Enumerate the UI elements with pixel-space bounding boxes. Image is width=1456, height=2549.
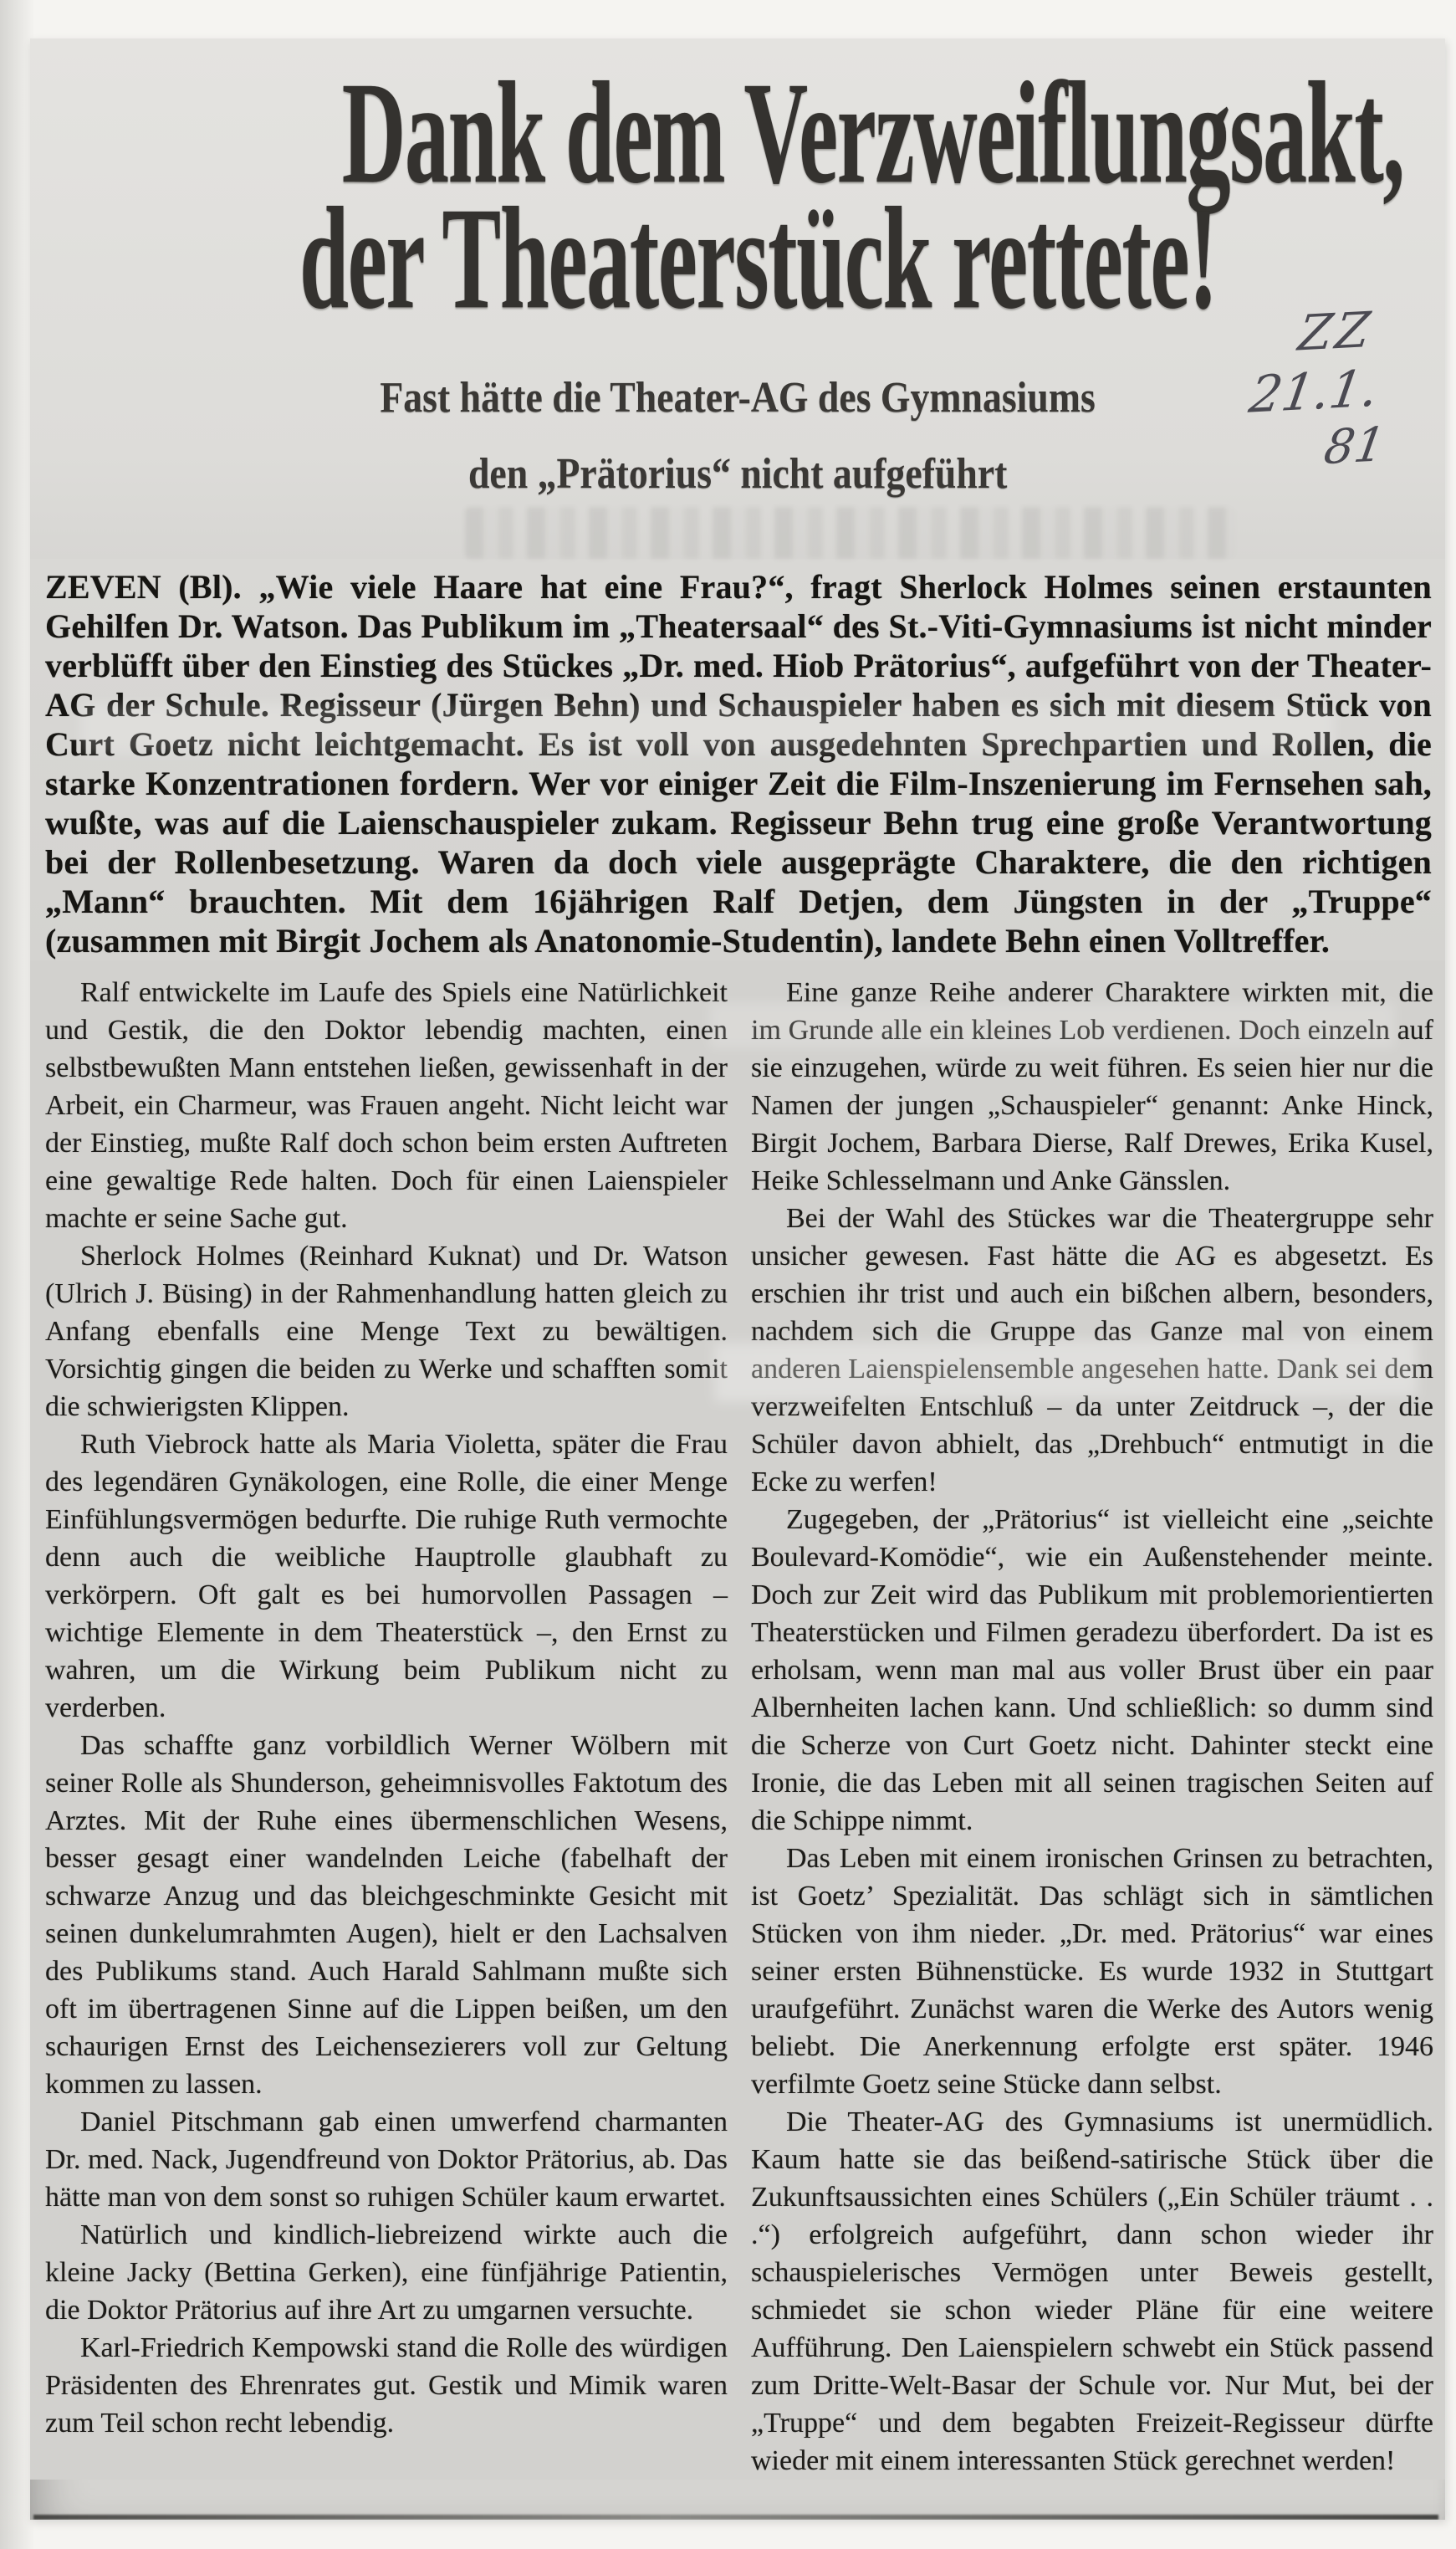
handwritten-date: 21.1. (1245, 359, 1382, 425)
subheadline-text-1: Fast hätte die Theater-AG des Gymnasiums (380, 374, 1096, 422)
article-paragraph: Zugegeben, der „Prätorius“ ist vielleicht eine „seichte Boulevard-Komödie“, wie ein Außenstehender meinte. Doch zur Zeit wird das Publikum mit problemorientierten Theaterstücken und Filmen geradezu überfordert. Da ist es erholsam, wenn man mal aus voller Brust über ein paar Albernheiten lachen kann. Und schließlich: so dumm sind die Scherze von Curt Goetz nicht. Dahinter steckt eine Ironie, die das Leben mit all seinen tragischen Seiten auf die Schippe nimmt. (751, 1504, 1433, 1836)
subheadline-text-2: den „Prätorius“ nicht aufgeführt (467, 450, 1008, 498)
article-paragraph: Daniel Pitschmann gab einen umwerfend charmanten Dr. med. Nack, Jugendfreund von Doktor Prätorius, ab. Das hätte man von dem sonst so ruhigen Schüler kaum erwartet. (45, 2106, 728, 2213)
handwritten-abbreviation: ZZ (1295, 300, 1377, 362)
article-paragraph: Sherlock Holmes (Reinhard Kuknat) und Dr. Watson (Ulrich J. Büsing) in der Rahmenhandlung hatten gleich zu Anfang ebenfalls eine Menge Text zu bewältigen. Vorsichtig gingen die beiden zu Werke und schafften somit die schwierigsten Klippen. (45, 1241, 728, 1422)
article-paragraph: Karl-Friedrich Kempowski stand die Rolle des würdigen Präsidenten des Ehrenrates gut. Gestik und Mimik waren zum Teil schon recht lebendig. (45, 2332, 728, 2439)
article-paragraph: Das Leben mit einem ironischen Grinsen zu betrachten, ist Goetz’ Spezialität. Das schlägt sich in sämtlichen Stücken von ihm nieder. „Dr. med. Prätorius“ war eines seiner ersten Bühnenstücke. Es wurde 1932 in Stuttgart uraufgeführt. Zunächst waren die Werke des Autors wenig beliebt. Die Anerkennung erfolgte erst später. 1946 verfilmte Goetz seine Stücke dann selbst. (751, 1843, 1433, 2100)
lead-section (30, 559, 1445, 960)
article-paragraph: Die Theater-AG des Gymnasiums ist unermüdlich. Kaum hatte sie das beißend-satirische Stück über die Zukunftsaussichten eines Schülers („Ein Schüler träumt . . .“) erfolgreich aufgeführt, dann schon wieder ihr schauspielerisches Vermögen unter Beweis gestellt, schmiedet sie schon wieder Pläne für eine weitere Aufführung. Den Laienspielern schwebt ein Stück passend zum Dritte-Welt-Basar der Schule vor. Nur Mut, bei der „Truppe“ und dem begabten Freizeit-Regisseur dürfte wieder mit einem interessanten Stück gerechnet werden! (751, 2106, 1433, 2476)
article-columns (30, 960, 1445, 2480)
article-paragraph: Eine ganze Reihe anderer Charaktere wirkten mit, die im Grunde alle ein kleines Lob verdienen. Doch einzeln auf sie einzugehen, würde zu weit führen. Es seien hier nur die Namen der jungen „Schauspieler“ genannt: Anke Hinck, Birgit Jochem, Barbara Dierse, Ralf Drewes, Erika Kusel, Heike Schlesselmann und Anke Gänsslen. (751, 977, 1433, 1196)
headline-text-2: der Theaterstück rettete! (299, 177, 1218, 340)
article-paragraph: Das schaffte ganz vorbildlich Werner Wölbern mit seiner Rolle als Shunderson, geheimnisvolles Faktotum des Arztes. Mit der Ruhe eines übermenschlichen Wesens, besser gesagt einer wandelnden Leiche (fabelhaft der schwarze Anzug und das bleichgeschminkte Gesicht mit seinen dunkelumrahmten Augen), hielt er den Lachsalven des Publikums stand. Auch Harald Sahlmann mußte sich oft im übertragenen Sinne auf die Lippen beißen, um den schaurigen Ernst des Leichensezierers voll zur Geltung kommen zu lassen. (45, 1730, 728, 2100)
handwritten-note (1209, 302, 1435, 477)
ink-bleedthrough-smudge (465, 507, 1236, 559)
article-paragraph: Ralf entwickelte im Laufe des Spiels eine Natürlichkeit und Gestik, die den Doktor lebendig machten, einen selbstbewußten Mann entstehen ließen, gewissenhaft in der Arbeit, ein Charmeur, was Frauen angeht. Nicht leicht war der Einstieg, mußte Ralf doch schon beim ersten Auftreten eine gewaltige Rede halten. Doch für einen Laienspieler machte er seine Sache gut. (45, 977, 728, 1234)
article-paragraph: Natürlich und kindlich-liebreizend wirkte auch die kleine Jacky (Bettina Gerken), eine fünfjährige Patientin, die Doktor Prätorius auf ihre Art zu umgarnen versuchte. (45, 2219, 728, 2326)
column-right (751, 974, 1433, 2480)
headline-text-1: Dank dem Verzweiflungsakt, (341, 52, 1404, 214)
lead-paragraph: ZEVEN (Bl). „Wie viele Haare hat eine Frau?“, fragt Sherlock Holmes seinen erstaunten Gehilfen Dr. Watson. Das Publikum im „Theatersaal“ des St.-Viti-Gymnasiums ist nicht minder verblüfft über den Einstieg des Stückes „Dr. med. Hiob Prätorius“, aufgeführt von der Theater-AG der Schule. Regisseur (Jürgen Behn) und Schauspieler haben es sich mit diesem Stück von Curt Goetz nicht leichtgemacht. Es ist voll von ausgedehnten Sprechpartien und Rollen, die starke Konzentrationen fordern. Wer vor einiger Zeit die Film-Inszenierung im Fernsehen sah, wußte, was auf die Laienschauspieler zukam. Regisseur Behn trug eine große Verantwortung bei der Rollenbesetzung. Waren da doch viele ausgeprägte Charaktere, die den richtigen „Mann“ brauchten. Mit dem 16jährigen Ralf Detjen, dem Jüngsten in der „Truppe“ (zusammen mit Birgit Jochem als Anatonomie-Studentin), landete Behn einen Volltreffer. (45, 568, 1432, 960)
column-left (45, 974, 728, 2480)
headline-section (30, 38, 1445, 559)
handwritten-year: 81 (1320, 417, 1389, 476)
article-paragraph: Bei der Wahl des Stückes war die Theatergruppe sehr unsicher gewesen. Fast hätte die AG es abgesetzt. Es erschien ihr trist und auch ein bißchen albern, besonders, nachdem sich die Gruppe das Ganze mal von einem anderen Laienspielensemble angesehen hatte. Dank sei dem verzweifelten Entschluß – da unter Zeitdruck –, der die Schüler davon abhielt, das „Drehbuch“ entmutigt in die Ecke zu werfen! (751, 1203, 1433, 1497)
article-paragraph: Ruth Viebrock hatte als Maria Violetta, später die Frau des legendären Gynäkologen, eine Rolle, die einer Menge Einfühlungsvermögen bedurfte. Die ruhige Ruth vermochte denn auch die weibliche Hauptrolle glaubhaft zu verkörpern. Oft galt es bei humorvollen Passagen – wichtige Elemente in dem Theaterstück –, den Ernst zu wahren, um die Wirkung beim Publikum nicht zu verderben. (45, 1429, 728, 1723)
